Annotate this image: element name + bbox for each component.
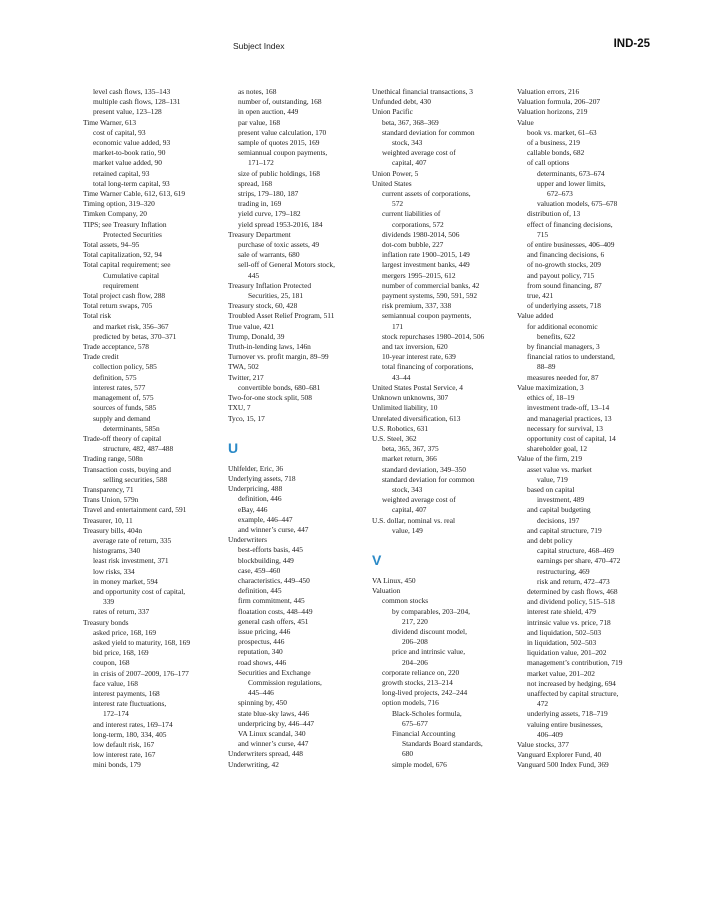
index-subentry: determinants, 673–674 xyxy=(537,168,605,178)
index-subentry: not increased by hedging, 694 xyxy=(527,678,616,688)
index-subentry: interest rates, 577 xyxy=(93,382,146,392)
index-subentry: collection policy, 585 xyxy=(93,362,157,372)
index-subentry: purchase of toxic assets, 49 xyxy=(238,240,320,250)
index-subentry: restructuring, 469 xyxy=(537,566,590,576)
index-subentry: histograms, 340 xyxy=(93,546,141,556)
index-subentry: Black-Scholes formula, xyxy=(392,708,462,718)
index-entry: TXU, 7 xyxy=(228,403,251,413)
index-entry: Time Warner, 613 xyxy=(83,117,137,127)
index-entry: U.S. dollar, nominal vs. real xyxy=(372,515,456,525)
index-entry: Turnover vs. profit margin, 89–99 xyxy=(228,352,329,362)
index-subentry: definition, 445 xyxy=(238,586,282,596)
index-subentry: of underlying assets, 718 xyxy=(527,301,601,311)
index-subentry: measures needed for, 87 xyxy=(527,372,599,382)
index-entry: Trade-off theory of capital xyxy=(83,433,162,443)
index-subentry: bid price, 168, 169 xyxy=(93,648,149,658)
index-subentry: interest rate fluctuations, xyxy=(93,699,167,709)
index-subentry: 672–673 xyxy=(547,189,573,199)
index-subentry: Cumulative capital xyxy=(103,270,160,280)
index-subentry: as notes, 168 xyxy=(238,87,277,96)
index-subentry: corporations, 572 xyxy=(392,219,444,229)
index-subentry: example, 446–447 xyxy=(238,514,293,524)
index-subentry: risk and return, 472–473 xyxy=(537,576,610,586)
index-subentry: VA Linux scandal, 340 xyxy=(238,728,306,738)
index-subentry: weighted average cost of xyxy=(382,495,456,505)
index-entry: TWA, 502 xyxy=(228,362,259,372)
index-subentry: sources of funds, 585 xyxy=(93,403,157,413)
index-subentry: risk premium, 337, 338 xyxy=(382,301,452,311)
index-subentry: value, 149 xyxy=(392,525,423,535)
index-subentry: determinants, 585n xyxy=(103,423,160,433)
index-subentry: best-efforts basis, 445 xyxy=(238,545,303,555)
index-subentry: 445 xyxy=(248,270,260,280)
index-column-3 xyxy=(372,87,514,770)
index-subentry: stock, 343 xyxy=(392,138,423,148)
index-subentry: 472 xyxy=(537,699,549,709)
index-entry: U.S. Steel, 362 xyxy=(372,433,417,443)
index-subentry: number of, outstanding, 168 xyxy=(238,97,322,107)
index-entry: Trade acceptance, 578 xyxy=(83,342,150,352)
index-subentry: liquidation value, 201–202 xyxy=(527,648,607,658)
index-entry: Underwriting, 42 xyxy=(228,759,279,769)
index-subentry: semiannual coupon payments, xyxy=(238,148,328,158)
index-subentry: trading in, 169 xyxy=(238,199,282,209)
index-subentry: in crisis of 2007–2009, 176–177 xyxy=(93,668,189,678)
index-subentry: value, 719 xyxy=(537,474,568,484)
index-subentry: 88–89 xyxy=(537,362,556,372)
index-subentry: upper and lower limits, xyxy=(537,178,606,188)
index-subentry: in money market, 594 xyxy=(93,576,158,586)
index-entry: VA Linux, 450 xyxy=(372,575,416,585)
index-subentry: Commission regulations, xyxy=(248,677,322,687)
index-subentry: standard deviation, 349–350 xyxy=(382,464,466,474)
index-entry: Unknown unknowns, 307 xyxy=(372,393,449,403)
index-subentry: floatation costs, 448–449 xyxy=(238,606,313,616)
index-subentry: state blue-sky laws, 446 xyxy=(238,708,310,718)
index-subentry: low risks, 334 xyxy=(93,566,135,576)
index-subentry: Financial Accounting xyxy=(392,728,456,738)
index-subentry: growth stocks, 213–214 xyxy=(382,677,453,687)
index-subentry: prospectus, 446 xyxy=(238,637,285,647)
index-column-1 xyxy=(83,87,225,771)
running-head-title: Subject Index xyxy=(233,41,285,51)
index-entry: Treasury bonds xyxy=(83,617,129,627)
index-subentry: and interest rates, 169–174 xyxy=(93,719,173,729)
section-letter: V xyxy=(372,551,382,568)
index-subentry: payment systems, 590, 591, 592 xyxy=(382,291,478,301)
index-subentry: Securities, 25, 181 xyxy=(248,291,304,301)
index-subentry: beta, 367, 368–369 xyxy=(382,117,439,127)
index-entry: Uhlfelder, Eric, 36 xyxy=(228,463,284,473)
index-subentry: and debt policy xyxy=(527,535,573,545)
index-entry: Unfunded debt, 430 xyxy=(372,97,431,107)
index-subentry: by financial managers, 3 xyxy=(527,342,600,352)
index-subentry: current assets of corporations, xyxy=(382,189,471,199)
index-subentry: 43–44 xyxy=(392,372,411,382)
index-entry: TIPS; see Treasury Inflation xyxy=(83,219,167,229)
index-entry: Treasury Inflation Protected xyxy=(228,280,312,290)
page-number: IND-25 xyxy=(613,38,650,50)
index-subentry: mergers 1995–2015, 612 xyxy=(382,270,456,280)
index-subentry: 445–446 xyxy=(248,688,274,698)
index-subentry: common stocks xyxy=(382,596,429,606)
index-subentry: investment, 489 xyxy=(537,495,585,505)
index-subentry: from sound financing, 87 xyxy=(527,280,602,290)
index-subentry: 171 xyxy=(392,321,404,331)
index-subentry: coupon, 168 xyxy=(93,658,130,668)
index-subentry: total financing of corporations, xyxy=(382,362,474,372)
index-subentry: and tax inversion, 620 xyxy=(382,342,448,352)
index-entry: Troubled Asset Relief Program, 511 xyxy=(228,311,335,321)
index-subentry: 10-year interest rate, 639 xyxy=(382,352,456,362)
index-subentry: decisions, 197 xyxy=(537,515,580,525)
index-subentry: and capital structure, 719 xyxy=(527,525,602,535)
index-subentry: 206–208 xyxy=(402,637,428,647)
index-column-2 xyxy=(228,87,370,770)
index-subentry: 680 xyxy=(402,749,414,759)
index-entry: Tyco, 15, 17 xyxy=(228,413,265,423)
index-subentry: market return, 366 xyxy=(382,454,437,464)
index-subentry: mini bonds, 179 xyxy=(93,760,141,770)
index-subentry: 406–409 xyxy=(537,729,563,739)
index-subentry: corporate reliance on, 220 xyxy=(382,667,460,677)
index-entry: Treasury bills, 404n xyxy=(83,525,143,535)
index-subentry: least risk investment, 371 xyxy=(93,556,169,566)
index-subentry: spread, 168 xyxy=(238,178,273,188)
index-entry: United States xyxy=(372,178,412,188)
index-subentry: dividend discount model, xyxy=(392,626,467,636)
index-subentry: asked price, 168, 169 xyxy=(93,627,157,637)
index-subentry: ethics of, 18–19 xyxy=(527,393,575,403)
index-entry: Value added xyxy=(517,311,554,321)
index-subentry: dot-com bubble, 227 xyxy=(382,240,444,250)
index-subentry: present value, 123–128 xyxy=(93,107,162,117)
index-subentry: inflation rate 1900–2015, 149 xyxy=(382,250,470,260)
index-entry: Total capitalization, 92, 94 xyxy=(83,250,162,260)
index-entry: Transparency, 71 xyxy=(83,484,134,494)
index-subentry: number of commercial banks, 42 xyxy=(382,280,480,290)
index-subentry: face value, 168 xyxy=(93,678,138,688)
index-subentry: interest rate shield, 479 xyxy=(527,607,596,617)
index-subentry: asset value vs. market xyxy=(527,464,592,474)
index-subentry: sell-off of General Motors stock, xyxy=(238,260,335,270)
index-subentry: long-term, 180, 334, 405 xyxy=(93,729,167,739)
index-subentry: of no-growth stocks, 209 xyxy=(527,260,601,270)
index-entry: Total capital requirement; see xyxy=(83,260,171,270)
index-subentry: cost of capital, 93 xyxy=(93,127,146,137)
index-subentry: and market risk, 356–367 xyxy=(93,321,169,331)
index-subentry: capital structure, 468–469 xyxy=(537,546,614,556)
index-subentry: in liquidation, 502–503 xyxy=(527,637,597,647)
index-subentry: total long-term capital, 93 xyxy=(93,178,170,188)
index-subentry: of call options xyxy=(527,158,570,168)
index-subentry: requirement xyxy=(103,280,139,290)
index-subentry: semiannual coupon payments, xyxy=(382,311,472,321)
index-entry: Valuation horizons, 219 xyxy=(517,107,588,117)
index-entry: Trump, Donald, 39 xyxy=(228,331,285,341)
index-entry: Value stocks, 377 xyxy=(517,740,569,749)
index-entry: Treasury Department xyxy=(228,229,291,239)
index-entry: Value of the firm, 219 xyxy=(517,454,583,464)
index-subentry: beta, 365, 367, 375 xyxy=(382,444,439,454)
index-subentry: underpricing by, 446–447 xyxy=(238,718,315,728)
index-subentry: 715 xyxy=(537,229,549,239)
index-subentry: predicted by betas, 370–371 xyxy=(93,331,177,341)
index-entry: Union Power, 5 xyxy=(372,168,419,178)
index-subentry: and liquidation, 502–503 xyxy=(527,627,602,637)
index-entry: Value xyxy=(517,117,534,127)
index-subentry: current liabilities of xyxy=(382,209,441,219)
index-subentry: in open auction, 449 xyxy=(238,107,299,117)
index-entry: Time Warner Cable, 612, 613, 619 xyxy=(83,189,186,199)
index-entry: United States Postal Service, 4 xyxy=(372,382,463,392)
index-subentry: investment trade-off, 13–14 xyxy=(527,403,610,413)
index-subentry: economic value added, 93 xyxy=(93,138,171,148)
index-entry: Twitter, 217 xyxy=(228,372,264,382)
index-entry: Two-for-one stock split, 508 xyxy=(228,393,312,403)
index-subentry: size of public holdings, 168 xyxy=(238,168,320,178)
index-subentry: by comparables, 203–204, xyxy=(392,606,470,616)
index-subentry: of a business, 219 xyxy=(527,138,580,148)
index-subentry: multiple cash flows, 128–131 xyxy=(93,97,181,107)
index-subentry: 339 xyxy=(103,597,115,607)
index-subentry: largest investment banks, 449 xyxy=(382,260,470,270)
index-subentry: Standards Board standards, xyxy=(402,739,483,749)
index-entry: Trading range, 508n xyxy=(83,454,143,464)
index-entry: Total return swaps, 705 xyxy=(83,301,153,311)
index-subentry: yield curve, 179–182 xyxy=(238,209,301,219)
index-subentry: of entire businesses, 406–409 xyxy=(527,240,615,250)
index-subentry: and financing decisions, 6 xyxy=(527,250,605,260)
index-subentry: eBay, 446 xyxy=(238,504,268,514)
index-subentry: valuing entire businesses, xyxy=(527,719,603,729)
index-subentry: supply and demand xyxy=(93,413,151,423)
index-subentry: issue pricing, 446 xyxy=(238,626,291,636)
index-subentry: option models, 716 xyxy=(382,698,439,708)
index-subentry: 204–206 xyxy=(402,657,428,667)
index-subentry: market value added, 90 xyxy=(93,158,162,168)
index-subentry: determined by cash flows, 468 xyxy=(527,586,618,596)
index-entry: U.S. Robotics, 631 xyxy=(372,423,429,433)
index-subentry: sample of quotes 2015, 169 xyxy=(238,138,320,148)
index-subentry: characteristics, 449–450 xyxy=(238,575,310,585)
index-subentry: case, 459–460 xyxy=(238,565,281,575)
page-header xyxy=(0,38,702,58)
index-subentry: based on capital xyxy=(527,484,575,494)
index-subentry: and capital budgeting xyxy=(527,505,591,515)
index-subentry: true, 421 xyxy=(527,291,554,301)
index-subentry: and payout policy, 715 xyxy=(527,270,595,280)
index-entry: Total risk xyxy=(83,311,112,321)
index-subentry: sale of warrants, 680 xyxy=(238,250,300,260)
index-subentry: intrinsic value vs. price, 718 xyxy=(527,617,611,627)
index-subentry: 217, 220 xyxy=(402,616,428,626)
index-entry: Value maximization, 3 xyxy=(517,382,584,392)
index-subentry: for additional economic xyxy=(527,321,598,331)
index-entry: True value, 421 xyxy=(228,321,275,331)
index-subentry: and winner’s curse, 447 xyxy=(238,739,309,749)
index-subentry: level cash flows, 135–143 xyxy=(93,87,171,96)
index-subentry: selling securities, 588 xyxy=(103,474,168,484)
index-subentry: standard deviation for common xyxy=(382,474,475,484)
index-subentry: capital, 407 xyxy=(392,505,427,515)
index-entry: Valuation xyxy=(372,586,401,596)
index-subentry: unaffected by capital structure, xyxy=(527,688,619,698)
index-entry: Total assets, 94–95 xyxy=(83,240,140,250)
index-subentry: shareholder goal, 12 xyxy=(527,444,588,454)
index-subentry: valuation models, 675–678 xyxy=(537,199,618,209)
index-subentry: 172–174 xyxy=(103,709,129,719)
index-subentry: earnings per share, 470–472 xyxy=(537,556,621,566)
index-subentry: book vs. market, 61–63 xyxy=(527,127,597,137)
index-subentry: market value, 201–202 xyxy=(527,668,595,678)
index-subentry: management of, 575 xyxy=(93,393,154,403)
index-column-4 xyxy=(517,87,659,771)
index-subentry: present value calculation, 170 xyxy=(238,127,327,137)
index-subentry: financial ratios to understand, xyxy=(527,352,615,362)
index-subentry: price and intrinsic value, xyxy=(392,647,466,657)
index-entry: Total project cash flow, 288 xyxy=(83,291,166,301)
index-entry: Valuation errors, 216 xyxy=(517,87,580,96)
index-subentry: and dividend policy, 515–518 xyxy=(527,597,615,607)
index-subentry: average rate of return, 335 xyxy=(93,535,172,545)
index-subentry: necessary for survival, 13 xyxy=(527,423,603,433)
index-subentry: dividends 1980-2014, 506 xyxy=(382,229,460,239)
index-entry: Transaction costs, buying and xyxy=(83,464,171,474)
index-subentry: management’s contribution, 719 xyxy=(527,658,623,668)
index-entry: Union Pacific xyxy=(372,107,413,117)
index-entry: Timken Company, 20 xyxy=(83,209,147,219)
index-subentry: benefits, 622 xyxy=(537,331,576,341)
index-subentry: Protected Securities xyxy=(103,229,162,239)
index-subentry: firm commitment, 445 xyxy=(238,596,305,606)
index-subentry: long-lived projects, 242–244 xyxy=(382,688,468,698)
index-entry: Trade credit xyxy=(83,352,119,362)
index-subentry: distribution of, 13 xyxy=(527,209,581,219)
index-entry: Underlying assets, 718 xyxy=(228,473,296,483)
index-subentry: effect of financing decisions, xyxy=(527,219,613,229)
index-subentry: standard deviation for common xyxy=(382,127,475,137)
index-entry: Vanguard 500 Index Fund, 369 xyxy=(517,760,609,770)
index-subentry: simple model, 676 xyxy=(392,759,447,769)
index-subentry: weighted average cost of xyxy=(382,148,456,158)
index-entry: Travel and entertainment card, 591 xyxy=(83,505,187,515)
index-subentry: structure, 482, 487–488 xyxy=(103,444,174,454)
index-entry: Underwriters spread, 448 xyxy=(228,749,303,759)
index-subentry: asked yield to maturity, 168, 169 xyxy=(93,637,191,647)
index-entry: Trans Union, 579n xyxy=(83,495,139,505)
index-subentry: stock, 343 xyxy=(392,484,423,494)
index-subentry: low default risk, 167 xyxy=(93,740,155,749)
index-subentry: spinning by, 450 xyxy=(238,698,287,708)
index-entry: Timing option, 319–320 xyxy=(83,199,155,209)
index-subentry: convertible bonds, 680–681 xyxy=(238,382,321,392)
index-subentry: yield spread 1953-2016, 184 xyxy=(238,219,323,229)
index-subentry: market-to-book ratio, 90 xyxy=(93,148,166,158)
index-subentry: road shows, 446 xyxy=(238,657,287,667)
index-subentry: callable bonds, 682 xyxy=(527,148,585,158)
index-entry: Unlimited liability, 10 xyxy=(372,403,438,413)
index-subentry: 572 xyxy=(392,199,404,209)
index-subentry: low interest rate, 167 xyxy=(93,750,156,760)
index-entry: Unrelated diversification, 613 xyxy=(372,413,461,423)
index-subentry: opportunity cost of capital, 14 xyxy=(527,433,616,443)
index-subentry: and opportunity cost of capital, xyxy=(93,586,186,596)
index-entry: Valuation formula, 206–207 xyxy=(517,97,601,107)
index-subentry: interest payments, 168 xyxy=(93,688,160,698)
section-letter: U xyxy=(228,439,239,456)
index-subentry: strips, 179–180, 187 xyxy=(238,189,299,199)
index-subentry: and winner’s curse, 447 xyxy=(238,524,309,534)
index-subentry: blockbuilding, 449 xyxy=(238,555,294,565)
index-entry: Treasurer, 10, 11 xyxy=(83,515,133,525)
index-subentry: Securities and Exchange xyxy=(238,667,311,677)
index-subentry: rates of return, 337 xyxy=(93,607,150,617)
index-subentry: par value, 168 xyxy=(238,117,281,127)
index-subentry: stock repurchases 1980–2014, 506 xyxy=(382,331,485,341)
index-subentry: definition, 575 xyxy=(93,372,137,382)
index-subentry: and managerial practices, 13 xyxy=(527,413,612,423)
index-entry: Underwriters xyxy=(228,535,267,545)
index-entry: Truth-in-lending laws, 146n xyxy=(228,342,311,352)
index-subentry: 675–677 xyxy=(402,718,428,728)
index-subentry: underlying assets, 718–719 xyxy=(527,709,608,719)
index-subentry: capital, 407 xyxy=(392,158,427,168)
index-subentry: retained capital, 93 xyxy=(93,168,150,178)
index-subentry: definition, 446 xyxy=(238,494,282,504)
index-entry: Treasury stock, 60, 428 xyxy=(228,301,298,311)
index-subentry: 171–172 xyxy=(248,158,274,168)
index-subentry: general cash offers, 451 xyxy=(238,616,309,626)
index-entry: Unethical financial transactions, 3 xyxy=(372,87,473,96)
index-entry: Underpricing, 488 xyxy=(228,484,283,494)
index-entry: Vanguard Explorer Fund, 40 xyxy=(517,750,602,760)
index-subentry: reputation, 340 xyxy=(238,647,283,657)
